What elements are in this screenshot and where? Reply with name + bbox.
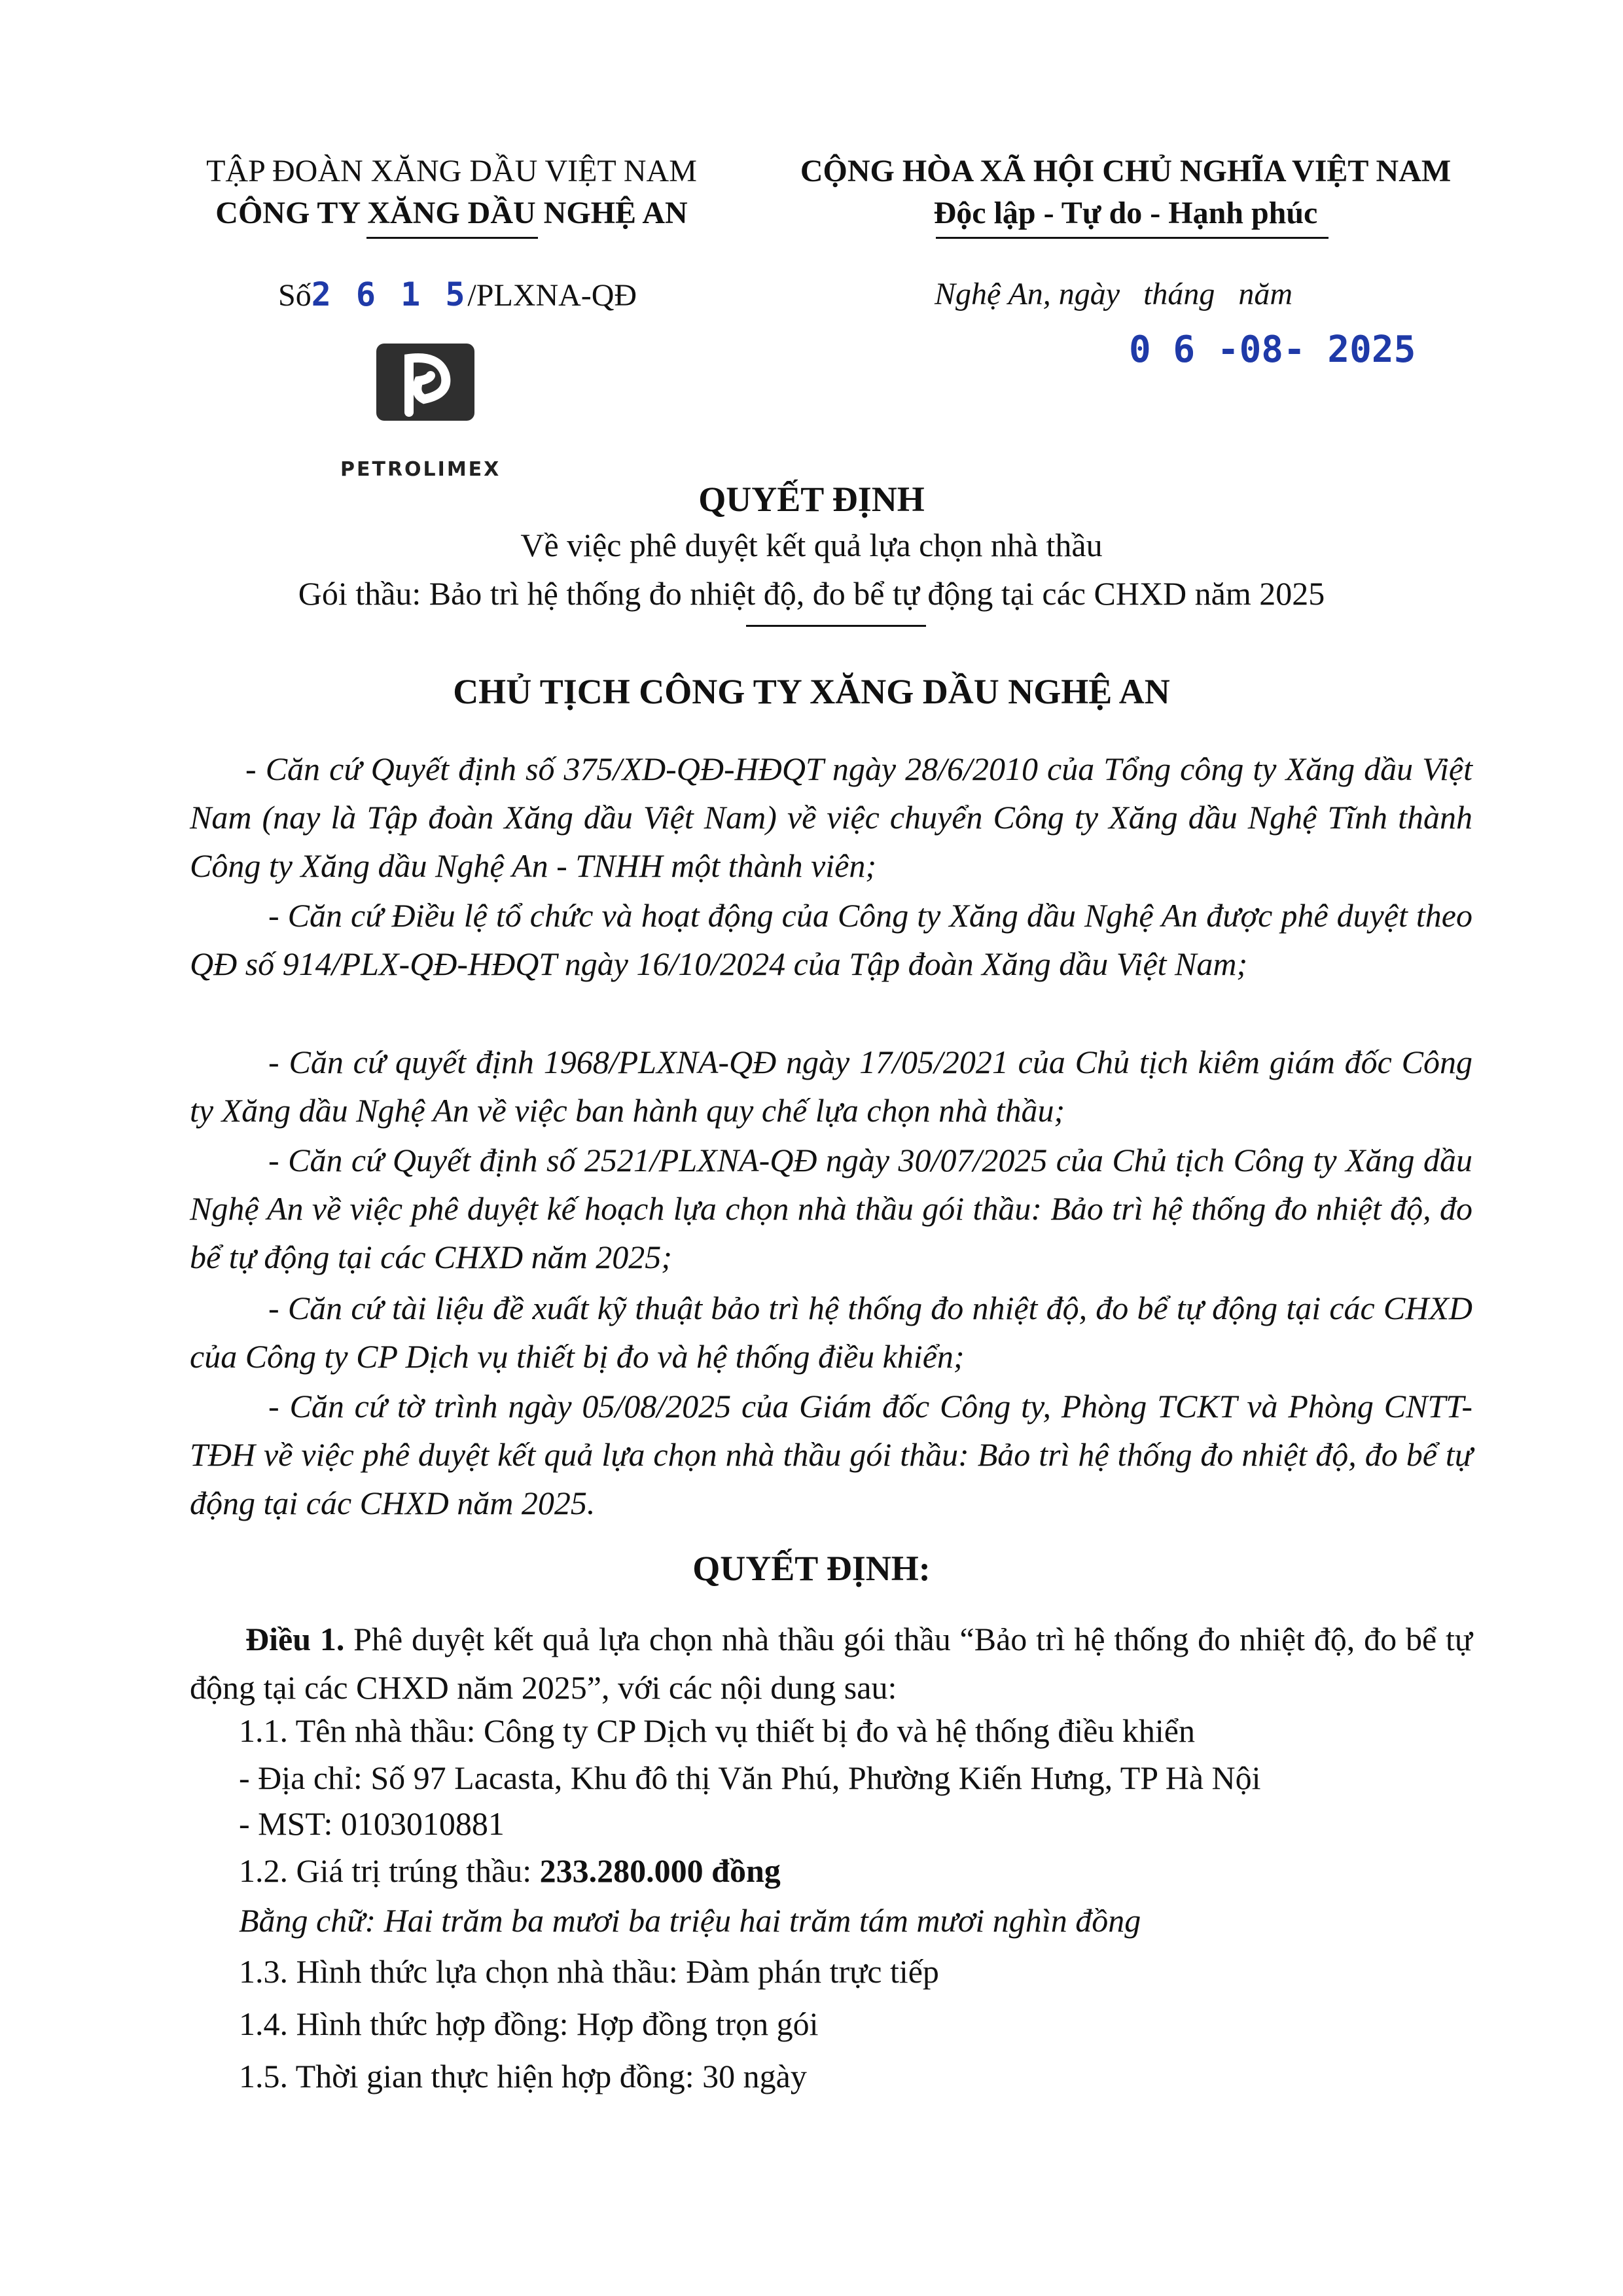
- doc-no-stamp: 2 6 1 5: [311, 275, 468, 313]
- contract-duration: 1.5. Thời gian thực hiện hợp đồng: 30 ngày: [239, 2058, 807, 2094]
- issuer-block: [164, 150, 740, 234]
- article-1-label: Điều 1.: [245, 1621, 345, 1657]
- document-number: [278, 274, 637, 317]
- contractor-address: - Địa chỉ: Số 97 Lacasta, Khu đô thị Văn Phú, Phường Kiến Hưng, TP Hà Nội: [239, 1759, 1261, 1796]
- document-title: QUYẾT ĐỊNH: [698, 480, 925, 519]
- selection-method: 1.3. Hình thức lựa chọn nhà thầu: Đàm phán trực tiếp: [239, 1953, 939, 1990]
- ground-5: - Căn cứ tài liệu đề xuất kỹ thuật bảo trì hệ thống đo nhiệt độ, đo bể tự động tại các CHXD của Công ty CP Dịch vụ thiết bị đo và hệ thống điều khiển;: [190, 1290, 1472, 1375]
- ground-6: - Căn cứ tờ trình ngày 05/08/2025 của Giám đốc Công ty, Phòng TCKT và Phòng CNTT-TĐH về việc phê duyệt kết quả lựa chọn nhà thầu gói thầu: Bảo trì hệ thống đo nhiệt độ, đo bể tự động tại các CHXD năm 2025.: [190, 1388, 1472, 1521]
- title-underline: [746, 625, 926, 627]
- doc-no-suffix: /PLXNA-QĐ: [467, 278, 637, 313]
- article-1-intro: [190, 1615, 1472, 1712]
- contractor-name: 1.1. Tên nhà thầu: Công ty CP Dịch vụ thiết bị đo và hệ thống điều khiển: [239, 1712, 1195, 1749]
- logo-text: PETROLIMEX: [340, 458, 501, 481]
- contract-value-label: 1.2. Giá trị trúng thầu:: [239, 1852, 540, 1889]
- country-name: CỘNG HÒA XÃ HỘI CHỦ NGHĨA VIỆT NAM: [800, 154, 1452, 188]
- tender-package: Gói thầu: Bảo trì hệ thống đo nhiệt độ, đo bể tự động tại các CHXD năm 2025: [298, 575, 1325, 612]
- ground-4: - Căn cứ Quyết định số 2521/PLXNA-QĐ ngày 30/07/2025 của Chủ tịch Công ty Xăng dầu Nghệ An về việc phê duyệt kế hoạch lựa chọn nhà thầu gói thầu: Bảo trì hệ thống đo nhiệt độ, đo bể tự động tại các CHXD năm 2025;: [190, 1142, 1472, 1275]
- date-stamp: 0 6 -08- 2025: [1129, 328, 1416, 371]
- contract-value-amount: 233.280.000 đồng: [539, 1852, 781, 1889]
- article-1-text: Phê duyệt kết quả lựa chọn nhà thầu gói thầu “Bảo trì hệ thống đo nhiệt độ, đo bể tự động tại các CHXD năm 2025”, với các nội dung sau:: [190, 1621, 1472, 1706]
- decision-heading: QUYẾT ĐỊNH:: [692, 1549, 931, 1588]
- contract-type: 1.4. Hình thức hợp đồng: Hợp đồng trọn gói: [239, 2005, 819, 2042]
- issuing-company: CÔNG TY XĂNG DẦU NGHỆ AN: [215, 196, 688, 230]
- issuer-underline: [366, 237, 538, 239]
- ground-1: - Căn cứ Quyết định số 375/XD-QĐ-HĐQT ngày 28/6/2010 của Tổng công ty Xăng dầu Việt Nam (nay là Tập đoàn Xăng dầu Việt Nam) về việc chuyển Công ty Xăng dầu Nghệ Tĩnh thành Công ty Xăng dầu Nghệ An - TNHH một thành viên;: [190, 751, 1472, 884]
- parent-org: TẬP ĐOÀN XĂNG DẦU VIỆT NAM: [206, 154, 697, 188]
- ground-2: - Căn cứ Điều lệ tổ chức và hoạt động của Công ty Xăng dầu Nghệ An được phê duyệt theo QĐ số 914/PLX-QĐ-HĐQT ngày 16/10/2024 của Tập đoàn Xăng dầu Việt Nam;: [190, 897, 1472, 982]
- place-date: Nghệ An, ngày tháng năm: [935, 277, 1293, 311]
- petrolimex-logo: [340, 334, 510, 481]
- petrolimex-logo-icon: [340, 334, 510, 451]
- ground-3: - Căn cứ quyết định 1968/PLXNA-QĐ ngày 17/05/2021 của Chủ tịch kiêm giám đốc Công ty Xăng dầu Nghệ An về việc ban hành quy chế lựa chọn nhà thầu;: [190, 1044, 1472, 1129]
- contractor-tax-code: - MST: 0103010881: [239, 1805, 505, 1842]
- contract-value: [239, 1846, 1472, 1895]
- motto: Độc lập - Tự do - Hạnh phúc: [933, 196, 1318, 230]
- authority-heading: CHỦ TỊCH CÔNG TY XĂNG DẦU NGHỆ AN: [453, 672, 1170, 711]
- document-subject: Về việc phê duyệt kết quả lựa chọn nhà thầu: [520, 527, 1103, 563]
- doc-no-prefix: Số: [278, 278, 312, 313]
- contract-value-words: Bằng chữ: Hai trăm ba mươi ba triệu hai trăm tám mươi nghìn đồng: [239, 1902, 1141, 1939]
- national-motto-block: [759, 150, 1492, 234]
- motto-underline: [936, 237, 1329, 239]
